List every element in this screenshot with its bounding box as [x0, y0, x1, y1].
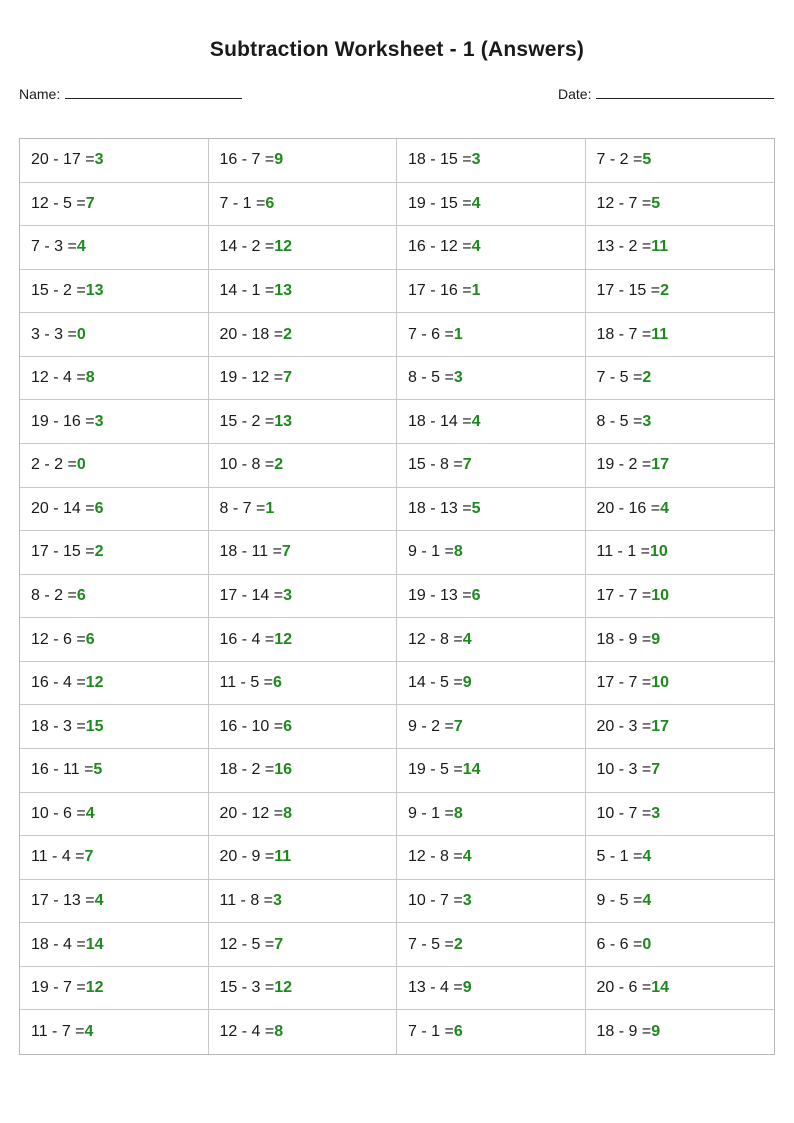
problem-answer: 7 [84, 848, 94, 866]
problem-answer: 4 [642, 891, 652, 909]
problem-cell [586, 444, 775, 488]
problem-expression: 5 - 1 = [596, 848, 643, 866]
problem-answer: 4 [85, 804, 95, 822]
problem-cell [209, 793, 398, 837]
problem-expression: 20 - 17 = [31, 151, 95, 169]
problem-answer: 3 [283, 586, 293, 604]
problem-expression: 6 - 6 = [596, 935, 643, 953]
problem-cell [20, 662, 209, 706]
problem-answer: 1 [453, 325, 463, 343]
problem-expression: 16 - 11 = [31, 761, 94, 779]
problem-expression: 17 - 7 = [596, 674, 652, 692]
problems-table [19, 138, 775, 1055]
problem-expression: 14 - 5 = [408, 674, 463, 692]
problem-expression: 12 - 5 = [31, 194, 86, 212]
problem-cell [209, 313, 398, 357]
problem-answer: 14 [651, 979, 669, 997]
problem-expression: 16 - 4 = [31, 674, 86, 692]
problem-expression: 19 - 2 = [596, 456, 652, 474]
problem-expression: 18 - 7 = [596, 325, 652, 343]
problem-answer: 8 [453, 804, 463, 822]
problem-cell [20, 575, 209, 619]
problem-cell [586, 967, 775, 1011]
problem-expression: 16 - 12 = [408, 238, 472, 256]
problem-answer: 13 [274, 412, 292, 430]
problem-expression: 18 - 14 = [408, 412, 472, 430]
problem-answer: 2 [453, 935, 463, 953]
problem-answer: 12 [85, 674, 104, 692]
problem-answer: 16 [274, 761, 292, 779]
problem-answer: 12 [85, 979, 104, 997]
problem-answer: 7 [85, 194, 95, 212]
problem-answer: 2 [94, 543, 104, 561]
problem-expression: 20 - 16 = [596, 499, 661, 517]
problem-answer: 10 [651, 674, 669, 692]
problem-expression: 16 - 7 = [219, 151, 275, 169]
problem-answer: 9 [651, 1023, 661, 1041]
problem-expression: 12 - 6 = [31, 630, 86, 648]
problem-expression: 16 - 10 = [219, 717, 284, 735]
problem-answer: 9 [462, 674, 472, 692]
problem-expression: 18 - 9 = [596, 1023, 652, 1041]
problem-expression: 16 - 4 = [219, 630, 275, 648]
problem-cell [20, 313, 209, 357]
problem-answer: 6 [85, 630, 95, 648]
problem-cell [586, 270, 775, 314]
problem-answer: 3 [651, 804, 661, 822]
problem-answer: 8 [274, 1023, 284, 1041]
problem-answer: 4 [471, 412, 481, 430]
problem-cell [397, 531, 586, 575]
problem-cell [209, 967, 398, 1011]
problem-answer: 3 [471, 151, 481, 169]
problem-cell [586, 749, 775, 793]
problem-cell [209, 618, 398, 662]
problem-expression: 17 - 16 = [408, 281, 472, 299]
problem-answer: 4 [94, 891, 104, 909]
problem-expression: 10 - 7 = [408, 891, 463, 909]
problem-answer: 8 [85, 369, 95, 387]
problem-expression: 7 - 1 = [408, 1023, 454, 1041]
problem-expression: 10 - 6 = [31, 804, 86, 822]
problem-cell [586, 793, 775, 837]
problem-answer: 2 [274, 456, 284, 474]
problem-expression: 17 - 13 = [31, 891, 95, 909]
problem-cell [586, 183, 775, 227]
problem-expression: 12 - 8 = [408, 630, 463, 648]
name-blank-line[interactable] [65, 87, 242, 99]
problem-answer: 6 [94, 499, 104, 517]
problem-expression: 18 - 13 = [408, 499, 472, 517]
problem-expression: 17 - 14 = [219, 586, 284, 604]
problem-cell [397, 749, 586, 793]
date-field[interactable] [558, 86, 774, 102]
problem-cell [397, 923, 586, 967]
problem-expression: 12 - 7 = [596, 194, 652, 212]
problem-expression: 12 - 4 = [31, 369, 86, 387]
problem-cell [397, 270, 586, 314]
problem-cell [20, 1010, 209, 1054]
problem-expression: 15 - 3 = [219, 979, 275, 997]
problem-expression: 14 - 2 = [219, 238, 275, 256]
date-blank-line[interactable] [596, 87, 774, 99]
problem-expression: 18 - 15 = [408, 151, 472, 169]
problem-cell [586, 400, 775, 444]
problem-cell [586, 618, 775, 662]
date-label: Date: [558, 86, 592, 102]
problem-answer: 7 [281, 543, 291, 561]
problem-cell [209, 183, 398, 227]
problem-expression: 10 - 3 = [596, 761, 652, 779]
problem-answer: 6 [283, 717, 293, 735]
problem-answer: 4 [462, 848, 472, 866]
problem-answer: 4 [642, 848, 652, 866]
problem-expression: 10 - 7 = [596, 804, 652, 822]
problem-cell [397, 793, 586, 837]
problem-expression: 18 - 3 = [31, 717, 86, 735]
problem-cell [586, 662, 775, 706]
problem-answer: 4 [471, 194, 481, 212]
problem-answer: 5 [642, 151, 652, 169]
problem-cell [20, 705, 209, 749]
problem-expression: 11 - 7 = [31, 1023, 85, 1041]
problem-cell [20, 400, 209, 444]
worksheet-title: Subtraction Worksheet - 1 (Answers) [209, 38, 585, 61]
problem-answer: 1 [471, 281, 481, 299]
problem-expression: 18 - 9 = [596, 630, 652, 648]
problem-expression: 13 - 2 = [596, 238, 652, 256]
problem-cell [209, 400, 398, 444]
problem-answer: 17 [651, 717, 669, 735]
problem-answer: 12 [274, 630, 292, 648]
problem-cell [586, 488, 775, 532]
problem-expression: 7 - 2 = [596, 151, 643, 169]
problem-expression: 2 - 2 = [31, 456, 77, 474]
problem-cell [20, 836, 209, 880]
problem-expression: 15 - 8 = [408, 456, 463, 474]
problem-cell [20, 270, 209, 314]
problem-expression: 11 - 8 = [219, 891, 274, 909]
problem-answer: 6 [265, 194, 275, 212]
problem-cell [397, 1010, 586, 1054]
problem-expression: 19 - 15 = [408, 194, 472, 212]
problem-expression: 11 - 4 = [31, 848, 85, 866]
problem-cell [397, 618, 586, 662]
problem-cell [20, 793, 209, 837]
problem-cell [397, 444, 586, 488]
problem-answer: 7 [651, 761, 661, 779]
problem-cell [586, 313, 775, 357]
problem-answer: 3 [94, 151, 104, 169]
problem-cell [20, 618, 209, 662]
problem-expression: 9 - 1 = [408, 804, 454, 822]
problem-answer: 7 [462, 456, 472, 474]
problem-cell [586, 923, 775, 967]
problem-cell [209, 749, 398, 793]
problem-answer: 9 [462, 979, 472, 997]
problem-cell [20, 226, 209, 270]
problem-answer: 6 [273, 674, 282, 692]
problem-cell [20, 183, 209, 227]
problem-cell [586, 836, 775, 880]
problem-cell [209, 836, 398, 880]
problem-expression: 7 - 5 = [596, 369, 643, 387]
problem-answer: 6 [471, 586, 481, 604]
problem-cell [209, 488, 398, 532]
problem-cell [397, 313, 586, 357]
problem-cell [209, 357, 398, 401]
problem-expression: 20 - 6 = [596, 979, 652, 997]
problem-expression: 15 - 2 = [219, 412, 275, 430]
problem-answer: 3 [642, 412, 652, 430]
problem-cell [586, 226, 775, 270]
problem-answer: 11 [651, 325, 669, 343]
problem-expression: 7 - 1 = [219, 194, 266, 212]
problem-expression: 11 - 1 = [596, 543, 651, 561]
problem-expression: 19 - 13 = [408, 586, 472, 604]
problem-expression: 13 - 4 = [408, 979, 463, 997]
problem-answer: 10 [650, 543, 668, 561]
problem-answer: 13 [85, 281, 104, 299]
problem-cell [586, 531, 775, 575]
problem-expression: 8 - 2 = [31, 586, 77, 604]
problem-cell [397, 488, 586, 532]
problem-cell [397, 705, 586, 749]
problem-cell [397, 139, 586, 183]
problem-answer: 7 [283, 369, 293, 387]
problem-cell [20, 967, 209, 1011]
problem-answer: 5 [93, 761, 103, 779]
problem-expression: 20 - 9 = [219, 848, 275, 866]
problem-expression: 9 - 2 = [408, 717, 454, 735]
problem-answer: 3 [273, 891, 282, 909]
problem-cell [397, 183, 586, 227]
problem-expression: 20 - 18 = [219, 325, 284, 343]
problem-cell [209, 705, 398, 749]
problem-expression: 8 - 5 = [596, 412, 643, 430]
problem-expression: 17 - 7 = [596, 586, 652, 604]
problem-expression: 18 - 4 = [31, 935, 86, 953]
problem-cell [209, 270, 398, 314]
problem-answer: 5 [651, 194, 661, 212]
problem-answer: 4 [84, 1023, 94, 1041]
problem-expression: 12 - 5 = [219, 935, 275, 953]
problem-cell [586, 357, 775, 401]
problem-cell [586, 575, 775, 619]
problem-cell [209, 662, 398, 706]
problem-answer: 14 [462, 761, 481, 779]
problem-answer: 4 [462, 630, 472, 648]
problem-expression: 17 - 15 = [31, 543, 95, 561]
problem-expression: 19 - 16 = [31, 412, 95, 430]
problem-cell [20, 749, 209, 793]
problem-cell [397, 836, 586, 880]
problem-cell [209, 531, 398, 575]
problem-answer: 5 [471, 499, 481, 517]
name-field[interactable] [19, 86, 242, 102]
problem-cell [397, 880, 586, 924]
problem-answer: 17 [651, 456, 669, 474]
problem-answer: 2 [642, 369, 652, 387]
problem-cell [397, 967, 586, 1011]
problem-answer: 15 [85, 717, 104, 735]
problem-expression: 3 - 3 = [31, 325, 77, 343]
problem-answer: 14 [85, 935, 104, 953]
problem-answer: 1 [265, 499, 275, 517]
problem-cell [397, 226, 586, 270]
problem-cell [20, 444, 209, 488]
problem-cell [20, 531, 209, 575]
problem-expression: 18 - 2 = [219, 761, 275, 779]
problem-cell [20, 923, 209, 967]
problem-answer: 12 [274, 979, 292, 997]
problem-cell [586, 880, 775, 924]
problem-cell [209, 880, 398, 924]
problem-expression: 9 - 5 = [596, 891, 643, 909]
problem-expression: 8 - 7 = [219, 499, 266, 517]
problem-answer: 4 [76, 238, 86, 256]
problem-cell [586, 139, 775, 183]
problem-cell [397, 575, 586, 619]
problem-expression: 12 - 8 = [408, 848, 463, 866]
problem-answer: 2 [660, 281, 670, 299]
problem-answer: 8 [453, 543, 463, 561]
problem-answer: 10 [651, 586, 669, 604]
problem-answer: 7 [453, 717, 463, 735]
problem-expression: 7 - 5 = [408, 935, 454, 953]
problem-answer: 6 [76, 586, 86, 604]
problem-answer: 0 [76, 456, 86, 474]
problem-expression: 17 - 15 = [596, 281, 661, 299]
problem-cell [209, 139, 398, 183]
problem-expression: 14 - 1 = [219, 281, 275, 299]
name-label: Name: [19, 86, 61, 102]
problem-expression: 20 - 12 = [219, 804, 284, 822]
problem-cell [209, 226, 398, 270]
problem-cell [209, 1010, 398, 1054]
problem-answer: 3 [453, 369, 463, 387]
problem-answer: 0 [76, 325, 86, 343]
problem-expression: 7 - 3 = [31, 238, 77, 256]
problem-expression: 7 - 6 = [408, 325, 454, 343]
problem-expression: 20 - 3 = [596, 717, 652, 735]
problem-cell [397, 357, 586, 401]
problem-answer: 3 [462, 891, 472, 909]
problem-answer: 7 [274, 935, 284, 953]
problem-answer: 11 [274, 848, 292, 866]
problem-answer: 0 [642, 935, 652, 953]
problem-expression: 8 - 5 = [408, 369, 454, 387]
problem-answer: 11 [651, 238, 669, 256]
problem-answer: 9 [651, 630, 661, 648]
problem-answer: 8 [283, 804, 293, 822]
problem-cell [20, 139, 209, 183]
problem-cell [586, 705, 775, 749]
problem-expression: 19 - 5 = [408, 761, 463, 779]
problem-expression: 20 - 14 = [31, 499, 95, 517]
problem-cell [397, 400, 586, 444]
problem-answer: 4 [660, 499, 670, 517]
problem-cell [397, 662, 586, 706]
problem-expression: 19 - 7 = [31, 979, 86, 997]
problem-expression: 12 - 4 = [219, 1023, 275, 1041]
problem-answer: 9 [274, 151, 284, 169]
problem-answer: 6 [453, 1023, 463, 1041]
problem-answer: 13 [274, 281, 292, 299]
problem-cell [20, 880, 209, 924]
problem-expression: 18 - 11 = [219, 543, 282, 561]
problem-cell [586, 1010, 775, 1054]
problem-expression: 9 - 1 = [408, 543, 454, 561]
problem-cell [209, 575, 398, 619]
problem-expression: 19 - 12 = [219, 369, 284, 387]
problem-expression: 11 - 5 = [219, 674, 274, 692]
problem-cell [209, 923, 398, 967]
problem-answer: 12 [274, 238, 292, 256]
problem-cell [20, 357, 209, 401]
problem-cell [209, 444, 398, 488]
problem-cell [20, 488, 209, 532]
problem-answer: 4 [471, 238, 481, 256]
problem-expression: 10 - 8 = [219, 456, 275, 474]
problem-expression: 15 - 2 = [31, 281, 86, 299]
problem-answer: 3 [94, 412, 104, 430]
problem-answer: 2 [283, 325, 293, 343]
